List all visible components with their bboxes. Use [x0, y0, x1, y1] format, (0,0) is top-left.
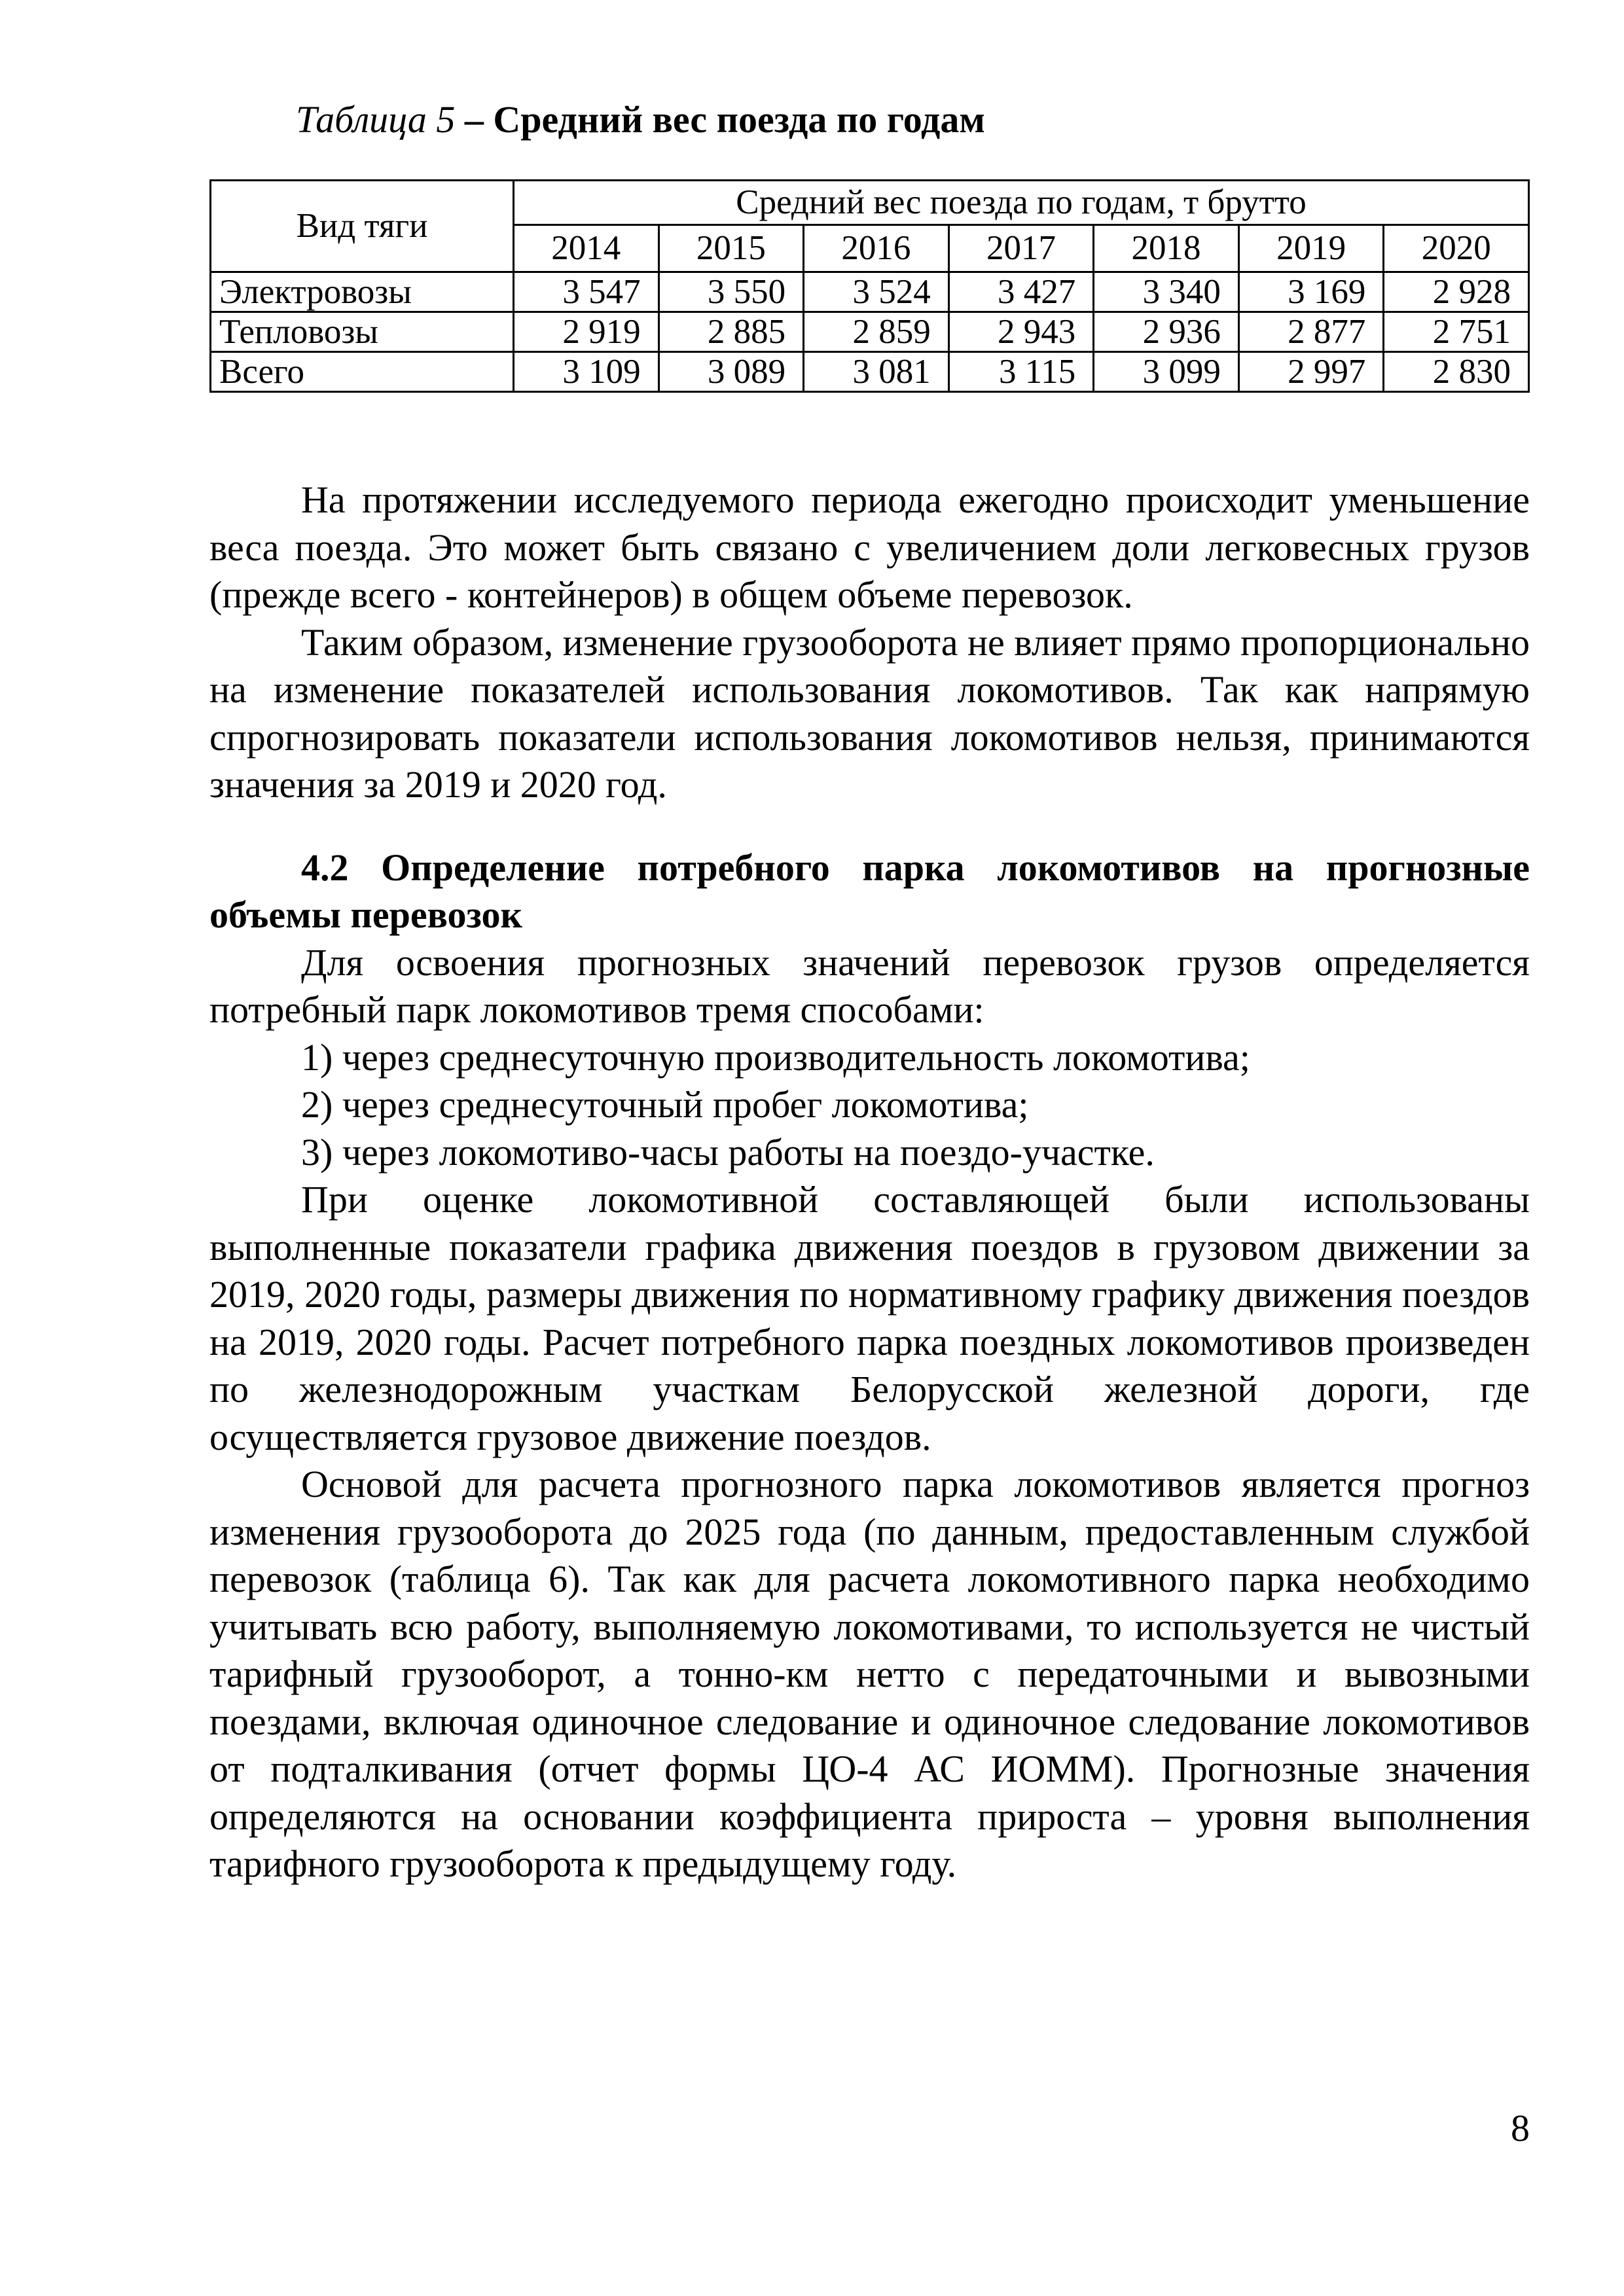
- cell-value: 2 928: [1384, 272, 1529, 312]
- paragraph: Основой для расчета прогнозного парка локомотивов является прогноз изменения грузооборота до 2025 года (по данным, предоставленным службой перевозок (таблица 6). Так как для расчета локомотивного парка необходимо учитывать всю работу, выполняемую локомотивами, то используется не чистый тарифный грузооборот, а тонно-км нетто с передаточными и вывозными поездами, включая одиночное следование и одиночное следование локомотивов от подталкивания (отчет формы ЦО-4 АС ИОММ). Прогнозные значения определяются на основании коэффициента прироста – уровня выполнения тарифного грузооборота к предыдущему году.: [209, 1463, 1530, 1886]
- cell-value: 3 109: [514, 352, 659, 392]
- column-header-traction-type: Вид тяги: [211, 180, 514, 272]
- table-row: [211, 352, 1529, 392]
- paragraph: На протяжении исследуемого периода ежегодно происходит уменьшение веса поезда. Это может быть связано с увеличением доли легковесных грузов (прежде всего - контейнеров) в общем объеме перевозок.: [209, 478, 1530, 617]
- table-row: [211, 272, 1529, 312]
- row-label: Тепловозы: [211, 312, 514, 351]
- year-header: 2014: [514, 224, 659, 272]
- cell-value: 2 943: [948, 312, 1094, 351]
- average-train-weight-table: [209, 179, 1530, 393]
- page-content: [209, 0, 1530, 1888]
- section-heading: 4.2 Определение потребного парка локомотивов на прогнозные объемы перевозок: [209, 846, 1530, 937]
- cell-value: 3 169: [1238, 272, 1384, 312]
- cell-value: 3 550: [659, 272, 804, 312]
- year-header: 2016: [804, 224, 949, 272]
- table-caption: [209, 0, 1530, 143]
- table-row: [211, 312, 1529, 351]
- table-header-row-group: [211, 180, 1529, 224]
- row-label: Всего: [211, 352, 514, 392]
- cell-value: 3 081: [804, 352, 949, 392]
- paragraph: Для освоения прогнозных значений перевозок грузов определяется потребный парк локомотивов тремя способами:: [209, 941, 1530, 1031]
- year-header: 2020: [1384, 224, 1529, 272]
- cell-value: 2 751: [1384, 312, 1529, 351]
- cell-value: 2 919: [514, 312, 659, 351]
- paragraph: Таким образом, изменение грузооборота не влияет прямо пропорционально на изменение показателей использования локомотивов. Так как напрямую спрогнозировать показатели использования локомотивов нельзя, принимаются значения за 2019 и 2020 год.: [209, 620, 1530, 806]
- list-item: 1) через среднесуточную производительность локомотива;: [301, 1035, 1250, 1079]
- year-header: 2018: [1094, 224, 1239, 272]
- cell-value: 3 427: [948, 272, 1094, 312]
- cell-value: 3 099: [1094, 352, 1239, 392]
- cell-value: 3 115: [948, 352, 1094, 392]
- cell-value: 3 524: [804, 272, 949, 312]
- year-header: 2015: [659, 224, 804, 272]
- table-caption-title: – Средний вес поезда по годам: [464, 98, 985, 141]
- cell-value: 2 885: [659, 312, 804, 351]
- paragraph: При оценке локомотивной составляющей были использованы выполненные показатели графика движения поездов в грузовом движении за 2019, 2020 годы, размеры движения по нормативному графику движения поездов на 2019, 2020 годы. Расчет потребного парка поездных локомотивов произведен по железнодорожным участкам Белорусской железной дороги, где осуществляется грузовое движение поездов.: [209, 1178, 1530, 1458]
- cell-value: 2 877: [1238, 312, 1384, 351]
- cell-value: 3 089: [659, 352, 804, 392]
- cell-value: 2 830: [1384, 352, 1529, 392]
- page-number: 8: [1511, 2107, 1530, 2149]
- cell-value: 2 936: [1094, 312, 1239, 351]
- cell-value: 2 997: [1238, 352, 1384, 392]
- body-text: [209, 476, 1530, 1888]
- row-label: Электровозы: [211, 272, 514, 312]
- cell-value: 2 859: [804, 312, 949, 351]
- year-header: 2019: [1238, 224, 1384, 272]
- cell-value: 3 340: [1094, 272, 1239, 312]
- year-header: 2017: [948, 224, 1094, 272]
- column-group-header: Средний вес поезда по годам, т брутто: [514, 180, 1529, 224]
- list-item: 3) через локомотиво-часы работы на поездо-участке.: [301, 1130, 1155, 1174]
- cell-value: 3 547: [514, 272, 659, 312]
- table-caption-label: Таблица 5: [296, 98, 465, 141]
- list-item: 2) через среднесуточный пробег локомотива;: [301, 1083, 1029, 1126]
